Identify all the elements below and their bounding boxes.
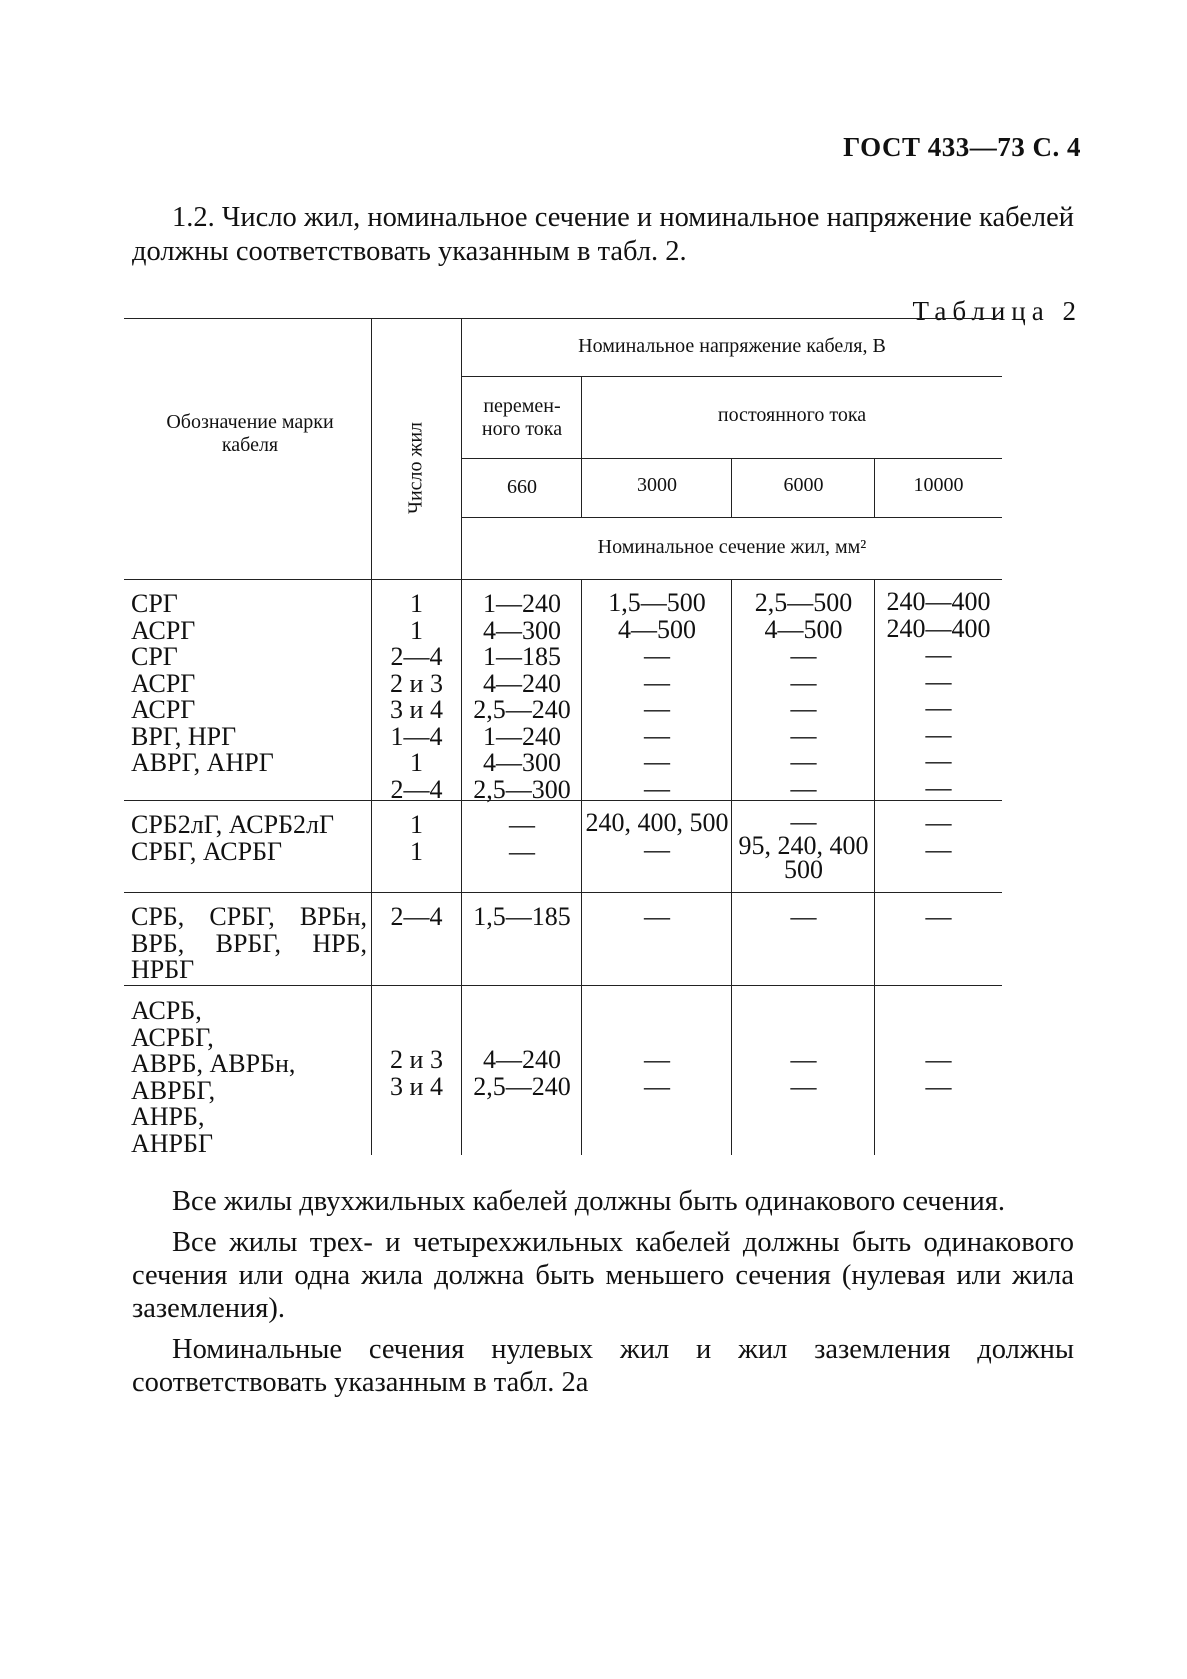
group2-3000 xyxy=(582,810,732,863)
cell: — xyxy=(925,1071,952,1101)
cell: ВРГ, НРГ xyxy=(131,721,237,751)
intro-text: 1.2. Число жил, номинальное сечение и номинальное напряжение кабелей должны соответствовать указанным в табл. 2. xyxy=(132,202,1074,267)
header-dc: постоянного тока xyxy=(717,404,867,426)
cell: 2—4 xyxy=(390,774,443,804)
cell: 4—500 xyxy=(618,614,696,644)
table-label: Таблица 2 xyxy=(912,296,1082,326)
cell: — xyxy=(644,641,670,670)
cell: СРГ xyxy=(131,642,178,671)
cell: СРБГ, АСРБГ xyxy=(131,836,283,866)
closing-paragraphs xyxy=(132,1185,1074,1407)
cell: 240, 400, 500 xyxy=(585,808,729,837)
cell: АНРБГ xyxy=(131,1128,213,1158)
cell: 1 xyxy=(410,810,423,839)
header-cross-section: Номинальное сечение жил, мм² xyxy=(597,536,867,558)
paragraph-three-four-core: Все жилы трех- и четырехжильных кабелей должны быть одинакового сечения или одна жила должна быть меньшего сечения (нулевая или жила заземления). xyxy=(132,1227,1074,1324)
group1-marks xyxy=(131,591,367,777)
cell: — xyxy=(644,747,670,776)
group4-marks xyxy=(131,998,367,1157)
group2-marks xyxy=(131,812,367,865)
cell: СРБ, СРБГ, ВРБн, xyxy=(131,902,367,931)
cell: 4—300 xyxy=(483,748,561,777)
cell: — xyxy=(790,641,817,670)
cell: 1 xyxy=(410,748,423,777)
group2-6000 xyxy=(732,807,875,884)
header-660: 660 xyxy=(507,476,537,498)
cell: 2,5—300 xyxy=(473,774,571,804)
header-cable-mark: Обозначение марки кабеля xyxy=(166,411,334,456)
group1-10000 xyxy=(875,589,1002,801)
cell: АВРГ, АНРГ xyxy=(131,748,274,777)
cell: АСРГ xyxy=(131,695,196,724)
header-rated-voltage: Номинальное напряжение кабеля, В xyxy=(578,335,886,357)
cell: 2—4 xyxy=(390,642,443,671)
cell: 1—185 xyxy=(483,642,561,671)
cell: — xyxy=(790,720,817,750)
cell: — xyxy=(790,807,817,836)
cell: СРБ2лГ, АСРБ2лГ xyxy=(131,810,335,839)
header-cores: Число жил xyxy=(404,421,427,515)
group3-6000 xyxy=(732,904,875,931)
cell: 2,5—500 xyxy=(754,588,853,617)
group2-660 xyxy=(462,812,582,865)
cell: 1 xyxy=(410,589,423,618)
cell: АСРГ xyxy=(131,668,196,698)
cell: — xyxy=(925,746,952,775)
cell: — xyxy=(790,747,817,776)
cell: — xyxy=(644,773,670,803)
group2-cores xyxy=(372,812,461,865)
header-6000: 6000 xyxy=(783,474,824,496)
cell: АСРГ xyxy=(131,615,196,645)
cell: 500 xyxy=(784,855,823,884)
header-ac: перемен- ного тока xyxy=(481,395,563,440)
group3-cores xyxy=(372,904,461,931)
group3-marks xyxy=(131,904,367,984)
cell: — xyxy=(509,836,535,866)
rule-group-2 xyxy=(124,892,1002,893)
paragraph-neutral-ground: Номинальные сечения нулевых жил и жил заземления должны соответствовать указанным в табл. 2а xyxy=(132,1334,1074,1398)
group4-cores xyxy=(372,1047,461,1100)
cell: 2 и 3 xyxy=(390,668,443,698)
cell: 2,5—240 xyxy=(473,1071,571,1101)
cell: — xyxy=(925,666,952,696)
cell: — xyxy=(925,808,952,837)
cell: — xyxy=(790,1071,817,1101)
cell: 1,5—500 xyxy=(608,588,706,617)
cell: 1,5—185 xyxy=(473,902,571,931)
cell: 4—240 xyxy=(483,668,561,698)
cell: — xyxy=(925,1045,952,1074)
cell: СРГ xyxy=(131,589,178,618)
cell: — xyxy=(925,719,952,749)
cell: — xyxy=(925,902,952,931)
cell: 1—240 xyxy=(483,721,561,751)
cell: 3 и 4 xyxy=(390,1071,443,1101)
group2-10000 xyxy=(875,810,1002,863)
cell: — xyxy=(644,834,670,864)
cell: 1 xyxy=(410,615,423,645)
cell: — xyxy=(790,902,817,931)
cell: — xyxy=(925,640,952,669)
cell: НРБГ xyxy=(131,955,195,984)
group3-3000 xyxy=(582,904,732,931)
cell: АНРБ, xyxy=(131,1102,205,1131)
group3-10000 xyxy=(875,904,1002,931)
cell: — xyxy=(790,667,817,697)
cell: 240—400 xyxy=(886,613,991,643)
cell: АВРБ, АВРБн, xyxy=(131,1049,296,1078)
cell: 2,5—240 xyxy=(473,695,571,724)
cell: 1—240 xyxy=(483,589,561,618)
cell: 1—4 xyxy=(390,721,443,751)
cell: АСРБ, xyxy=(131,996,202,1025)
header-3000: 3000 xyxy=(637,474,677,496)
group4-10000 xyxy=(875,1047,1002,1100)
cell: — xyxy=(925,834,952,864)
cell: — xyxy=(644,667,670,697)
group1-6000 xyxy=(732,590,875,802)
cell: — xyxy=(925,693,952,722)
cell: — xyxy=(644,1045,670,1074)
rule-ac-dc xyxy=(462,458,1002,459)
cell: 240—400 xyxy=(886,587,991,616)
cell: 4—240 xyxy=(483,1045,561,1074)
group4-660 xyxy=(462,1047,582,1100)
cell: АВРБГ, xyxy=(131,1075,216,1105)
cell: ВРБ, ВРБГ, НРБ, xyxy=(131,928,367,958)
rule-voltage xyxy=(462,376,1002,377)
cell: 1 xyxy=(410,836,423,866)
group1-3000 xyxy=(582,590,732,802)
cell: АСРБГ, xyxy=(131,1022,214,1052)
group1-cores xyxy=(372,591,461,803)
cell: — xyxy=(925,772,952,802)
cell: — xyxy=(644,902,670,931)
cell: 2—4 xyxy=(390,902,443,931)
cell: 95, 240, 400 xyxy=(738,831,869,860)
header-10000: 10000 xyxy=(913,474,964,496)
group4-6000 xyxy=(732,1047,875,1100)
group1-660 xyxy=(462,591,582,803)
rule-group-3 xyxy=(124,985,1002,986)
cell: — xyxy=(790,773,817,803)
cell: — xyxy=(790,694,817,723)
cell: — xyxy=(644,1071,670,1101)
cell: 4—300 xyxy=(483,615,561,645)
group3-660 xyxy=(462,904,582,931)
running-title: ГОСТ 433—73 С. 4 xyxy=(843,132,1081,162)
cell: — xyxy=(644,694,670,723)
group4-3000 xyxy=(582,1047,732,1100)
rule-top xyxy=(124,318,1002,319)
paragraph-two-core: Все жилы двухжильных кабелей должны быть одинакового сечения. xyxy=(172,1186,1006,1217)
cell: — xyxy=(644,720,670,750)
cell: — xyxy=(790,1045,817,1074)
rule-header-bottom xyxy=(124,579,1002,580)
cell: 4—500 xyxy=(764,614,843,644)
cell: 3 и 4 xyxy=(390,695,443,724)
rule-voltage-values xyxy=(462,517,1002,518)
cell: 2 и 3 xyxy=(390,1045,443,1074)
cell: — xyxy=(509,810,535,839)
